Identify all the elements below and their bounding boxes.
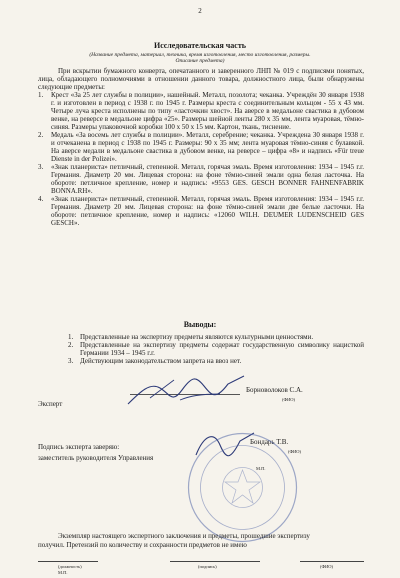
fio-caption: (ФИО) xyxy=(282,397,296,402)
conclusions-title: Выводы: xyxy=(183,320,217,329)
confirm-label: Подпись эксперта заверяю: xyxy=(38,443,120,451)
item-number: 2. xyxy=(38,131,44,139)
intro-paragraph: При вскрытии бумажного конверта, опечатанного и заверенного ЛНП № 019 с подписями понятых, лица, обладающего полномочиями в отношении данного товара, должностного лица, были обнаружены следующие предметы: xyxy=(38,67,364,91)
deputy-label: заместитель руководителя Управления xyxy=(38,454,154,462)
item-text: Представленные на экспертизу предметы содержат государственную символику нацисткой Германии 1934 – 1945 г.г. xyxy=(80,341,364,357)
section-title: Исследовательская часть xyxy=(153,41,246,50)
list-item xyxy=(38,131,364,163)
item-text: Действующим законодательством запрета на ввоз нет. xyxy=(80,357,242,365)
receipt-line-2: получил. Претензий по количеству и сохранности предметов не имею xyxy=(38,541,247,549)
position-line xyxy=(38,561,98,562)
list-item xyxy=(38,333,364,341)
item-number: 4. xyxy=(38,195,44,203)
item-number: 1. xyxy=(38,91,44,99)
expert-signature xyxy=(120,370,250,410)
deputy-name: Бондарь Т.В. xyxy=(250,438,289,446)
expert-label: Эксперт xyxy=(38,400,63,408)
item-text: «Знак планериста» петличный, степенной. Металл, горячая эмаль. Время изготовления: 1934 – 1945 г.г. Германия. Диаметр 20 мм. Лицевая сторона: на фоне тёмно-синей эмали одна белая ласточка. На обороте: петличное крепление, номер и надпись: «9553 GES. GESCH BONNER FAHNENFABRIK BONNA.RH». xyxy=(51,163,364,195)
item-number: 1. xyxy=(68,333,74,341)
list-item xyxy=(38,357,364,365)
section-subtitle: (Название предмета, материал, техника, время изготовления, место изготовления, размеры. xyxy=(89,52,311,58)
research-body xyxy=(38,67,364,227)
item-text: Крест «За 25 лет службы в полиции», нашейный. Металл, позолота; чеканка. Учреждён 30 января 1938 г. и изготовлен в период с 1938 г. по 1945 г. Размеры креста с соединительным кольцом - 55 x 43 мм. Четыре луча креста исполнены по типу «ласточкин хвост». На аверсе в медальоне свастика в дубовом венке, на реверсе в медальоне цифра «25». Размеры шейной ленты 280 x 35 мм, лента муаровая, тёмно-синяя. Размеры упаковочной коробки 100 x 50 x 15 мм. Картон, ткань, тиснение. xyxy=(51,91,364,131)
section-subtitle-2: Описание предмета) xyxy=(175,58,225,64)
list-item xyxy=(38,163,364,195)
items-list xyxy=(38,91,364,227)
item-text: «Знак планериста» петличный, степенной. Металл, горячая эмаль. Время изготовления: 1934 – 1945 г.г. Германия. Диаметр 20 мм. Лицевая сторона: на фоне тёмно-синей эмали две белые ласточки. На обороте: петличное крепление, номер и надпись: «12060 WILH. DEUMER LUDENSCHEID GES GESCH». xyxy=(51,195,364,227)
list-item xyxy=(38,341,364,357)
item-number: 3. xyxy=(38,163,44,171)
list-item xyxy=(38,195,364,227)
signature-line-2 xyxy=(170,561,260,562)
mp-label-2: М.П. xyxy=(58,570,68,575)
official-stamp xyxy=(185,430,300,545)
expert-name: Борноволоков С.А. xyxy=(246,386,303,394)
page-number: 2 xyxy=(198,7,202,15)
item-number: 3. xyxy=(68,357,74,365)
name-line xyxy=(300,561,364,562)
position-caption: (должность) xyxy=(58,564,82,569)
list-item xyxy=(38,91,364,131)
name-caption: (ФИО) xyxy=(320,564,334,569)
receipt-line-1: Экземпляр настоящего экспертного заключения и предметы, прошедшие экспертизу xyxy=(58,532,310,540)
fio-caption-2: (ФИО) xyxy=(288,449,302,454)
item-text: Медаль «За восемь лет службы в полиции». Металл, серебрение; чеканка. Учреждена 30 января 1938 г. и отчеканена в период с 1938 по 1945 г. Размеры: 90 x 35 мм; лента муаровая тёмно-синяя с булавкой. На аверсе медали в медальоне свастика в дубовом венке, на реверсе – цифра «8» и надпись «Für treue Dienste in der Polizei». xyxy=(51,131,364,163)
item-text: Представленные на экспертизу предметы являются культурными ценностями. xyxy=(80,333,314,341)
item-number: 2. xyxy=(68,341,74,349)
signature-caption: (подпись) xyxy=(198,564,217,569)
conclusions-list xyxy=(38,333,364,365)
mp-label: М.П. xyxy=(256,466,266,471)
